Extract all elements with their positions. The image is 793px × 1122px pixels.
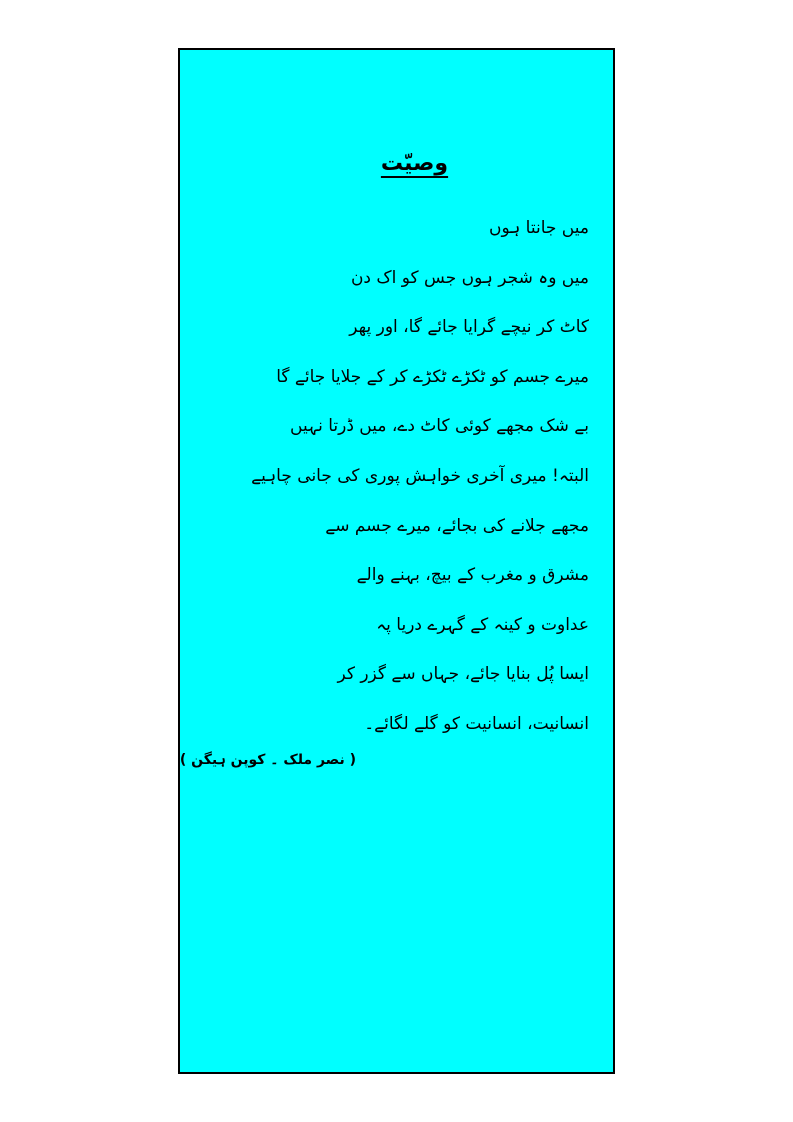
- poem-line: کاٹ کر نیچے گرایا جائے گا، اور پھر: [349, 317, 589, 338]
- poem-line: انسانیت، انسانیت کو گلے لگائے۔: [364, 713, 589, 734]
- poem-line: میں جانتا ہوں: [489, 218, 589, 238]
- poem-body: [229, 208, 589, 754]
- poem-line: میرے جسم کو ٹکڑے ٹکڑے کر کے جلایا جائے گا: [276, 366, 589, 387]
- poem-line: میں وہ شجر ہوں جس کو اک دن: [350, 267, 589, 288]
- poem-signature: ( نصر ملک ۔ کوپن ہیگن ): [179, 752, 356, 768]
- poem-title-wrapper: [178, 140, 611, 178]
- poem-line: مشرق و مغرب کے بیچ، بہنے والے: [356, 565, 589, 586]
- poem-line: البتہ! میری آخری خواہش پوری کی جانی چاہیے: [251, 465, 589, 486]
- poem-line: ایسا پُل بنایا جائے، جہاں سے گزر کر: [337, 664, 589, 685]
- poem-line: بے شک مجھے کوئی کاٹ دے، میں ڈرتا نہیں: [290, 416, 589, 437]
- poem-title: وصیّت: [380, 151, 449, 176]
- poem-line: مجھے جلانے کی بجائے، میرے جسم سے: [325, 515, 589, 536]
- poem-line: عداوت و کینہ کے گہرے دریا پہ: [376, 614, 589, 635]
